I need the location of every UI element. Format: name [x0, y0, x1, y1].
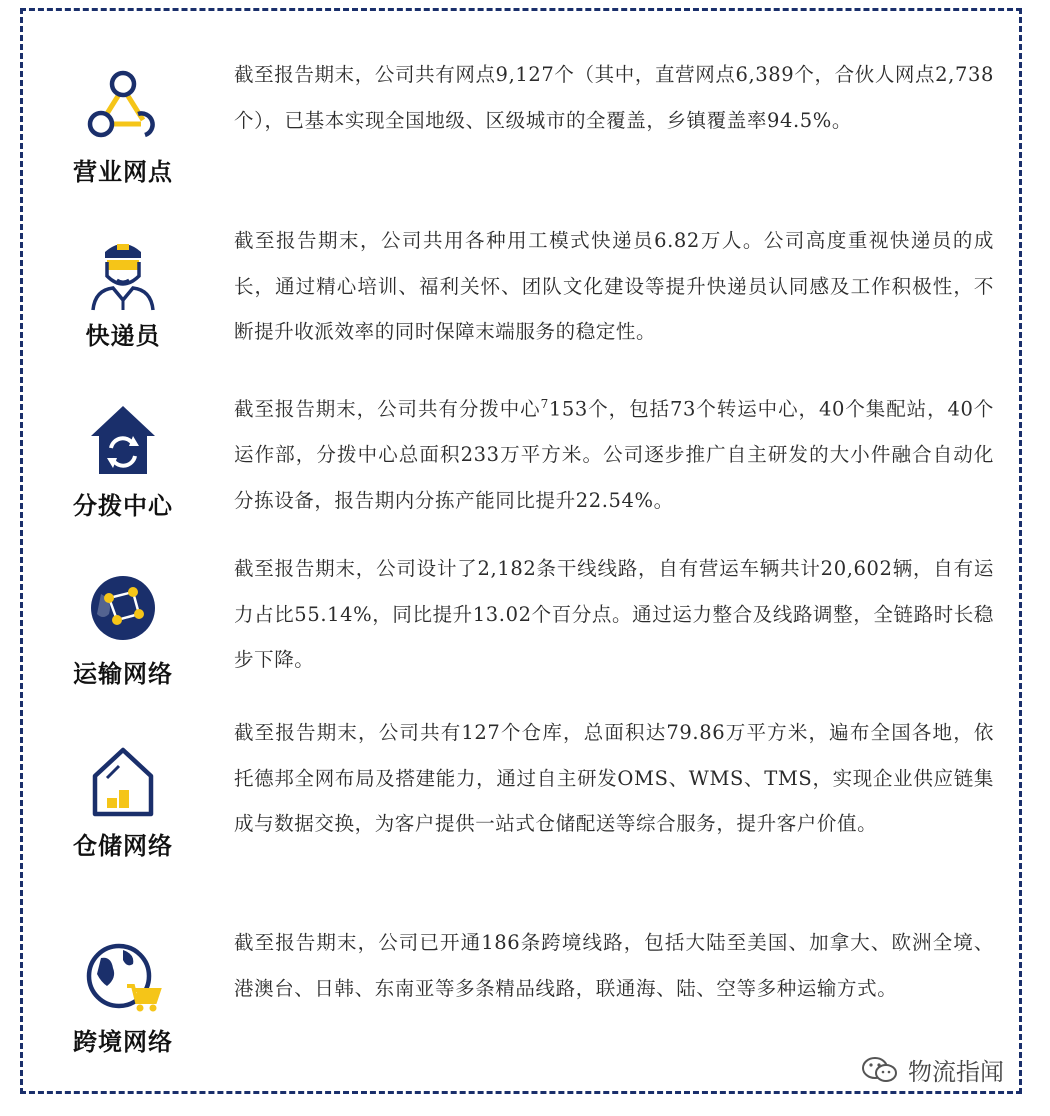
section-label: 营业网点: [73, 158, 173, 186]
section-label: 跨境网络: [73, 1028, 173, 1056]
house-sync-icon: [83, 402, 163, 482]
network-nodes-icon: [83, 68, 163, 148]
section-label: 分拨中心: [73, 492, 173, 520]
section-text: 截至报告期末，公司已开通186条跨境线路，包括大陆至美国、加拿大、欧洲全境、港澳台、日韩、东南亚等多条精品线路，联通海、陆、空等多种运输方式。: [234, 931, 994, 1000]
courier-icon: [83, 232, 163, 312]
globe-cart-icon: [83, 938, 163, 1018]
watermark-text: 物流指闻: [908, 1058, 1004, 1086]
section-label: 运输网络: [73, 660, 173, 688]
wechat-icon: [860, 1055, 900, 1085]
section-label: 快递员: [85, 322, 161, 350]
globe-network-icon: [83, 570, 163, 650]
warehouse-icon: [83, 742, 163, 822]
section-text: 截至报告期末，公司共用各种用工模式快递员6.82万人。公司高度重视快递员的成长，通过精心培训、福利关怀、团队文化建设等提升快递员认同感及工作积极性，不断提升收派效率的同时保障末端服务的稳定性。: [234, 229, 994, 343]
section-label: 仓储网络: [73, 832, 173, 860]
section-text: 截至报告期末，公司设计了2,182条干线线路，自有营运车辆共计20,602辆，自有运力占比55.14%，同比提升13.02个百分点。通过运力整合及线路调整，全链路时长稳步下降。: [234, 557, 994, 671]
section-text: 截至报告期末，公司共有网点9,127个（其中，直营网点6,389个，合伙人网点2,738个），已基本实现全国地级、区级城市的全覆盖，乡镇覆盖率94.5%。: [234, 63, 994, 132]
watermark: [860, 1052, 1004, 1087]
section-text: 截至报告期末，公司共有127个仓库，总面积达79.86万平方米，遍布全国各地，依托德邦全网布局及搭建能力，通过自主研发OMS、WMS、TMS，实现企业供应链集成与数据交换，为客户提供一站式仓储配送等综合服务，提升客户价值。: [234, 721, 994, 835]
section-text: 截至报告期末，公司共有分拨中心$^7$153个，包括73个转运中心，40个集配站，40个运作部，分拨中心总面积233万平方米。公司逐步推广自主研发的大小件融合自动化分拣设备，报告期内分拣产能同比提升22.54%。: [234, 397, 994, 512]
